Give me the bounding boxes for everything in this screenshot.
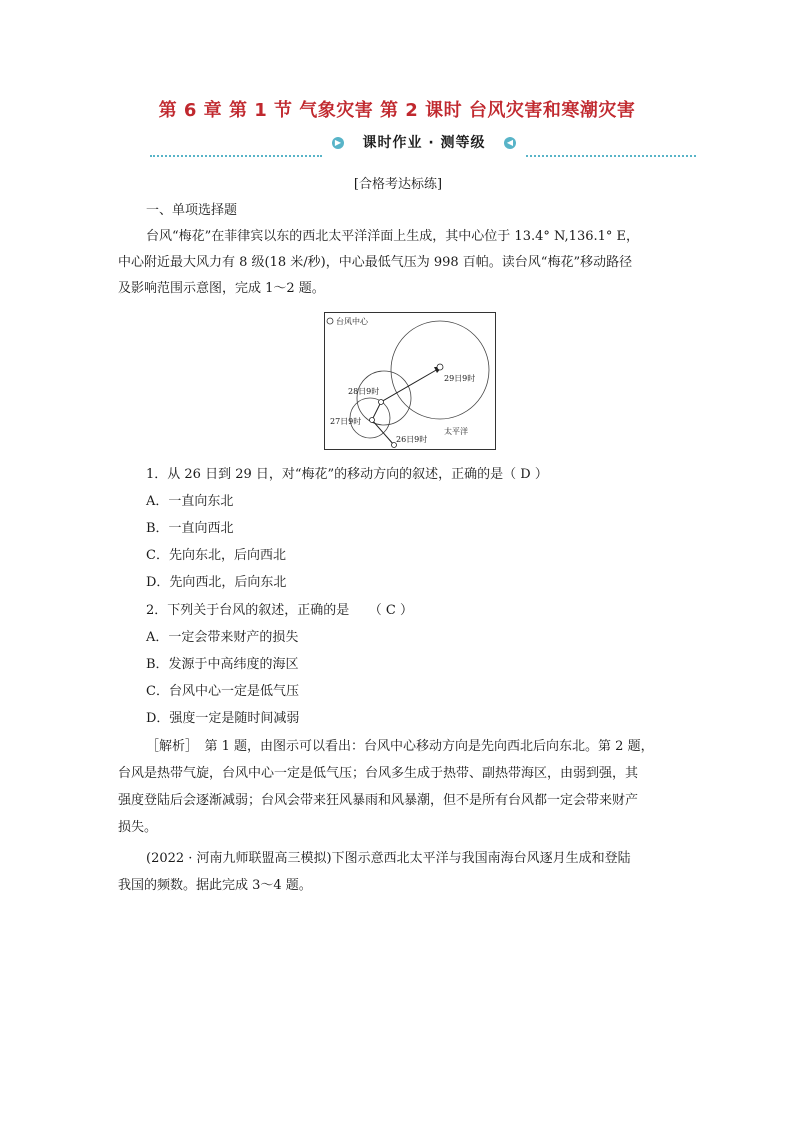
intro-line-2: 中心附近最大风力有 8 级(18 米/秒)，中心最低气压为 998 百帕。读台风“梅花”移动路径: [118, 255, 633, 270]
q2-option-b: B．发源于中高纬度的海区: [146, 657, 299, 672]
analysis-line-2: 台风是热带气旋，台风中心一定是低气压；台风多生成于热带、副热带海区，由弱到强，其: [118, 766, 639, 781]
center-29: [437, 364, 443, 370]
source-line-2: 我国的频数。据此完成 3～4 题。: [118, 878, 312, 893]
section-type: 一、单项选择题: [146, 203, 238, 218]
section-label: [合格考达标练]: [353, 177, 443, 192]
section-banner: [150, 132, 696, 160]
ocean-label: 太平洋: [444, 427, 468, 436]
intro-line-3: 及影响范围示意图，完成 1～2 题。: [118, 281, 325, 296]
source-line-1: (2022 · 河南九师联盟高三模拟)下图示意西北太平洋与我国南海台风逐月生成和登陆: [146, 851, 631, 866]
center-27: [370, 418, 375, 423]
analysis-line-4: 损失。: [118, 820, 158, 835]
legend-label: 台风中心: [336, 317, 368, 326]
analysis-line-1: ［解析］ 第 1 题，由图示可以看出：台风中心移动方向是先向西北后向东北。第 2 题，: [146, 739, 654, 754]
q2-option-c: C．台风中心一定是低气压: [146, 684, 299, 699]
q2-stem: 2．下列关于台风的叙述，正确的是 （ C ）: [146, 603, 413, 618]
label-26: 26日9时: [396, 435, 428, 444]
q1-option-d: D．先向西北，后向东北: [146, 575, 287, 590]
q1-option-c: C．先向东北，后向西北: [146, 548, 286, 563]
center-28: [379, 400, 384, 405]
q2-option-a: A．一定会带来财产的损失: [146, 630, 299, 645]
arrow-right-icon: ▶: [332, 137, 344, 149]
q1-option-a: A．一直向东北: [146, 494, 234, 509]
banner-label: 课时作业 · 测等级: [362, 135, 486, 151]
label-28: 28日9时: [348, 387, 380, 396]
intro-line-1: 台风“梅花”在菲律宾以东的西北太平洋洋面上生成，其中心位于 13.4° N,136.1° E，: [146, 229, 640, 244]
typhoon-track-map: [324, 312, 496, 450]
page-title: 第 6 章 第 1 节 气象灾害 第 2 课时 台风灾害和寒潮灾害: [158, 100, 636, 121]
analysis-line-3: 强度登陆后会逐渐减弱；台风会带来狂风暴雨和风暴潮，但不是所有台风都一定会带来财产: [118, 793, 639, 808]
label-29: 29日9时: [444, 374, 476, 383]
q1-option-b: B．一直向西北: [146, 521, 234, 536]
banner-divider-right: [526, 155, 696, 157]
q1-stem: 1．从 26 日到 29 日，对“梅花”的移动方向的叙述，正确的是（ D ）: [146, 467, 548, 482]
arrow-left-icon: ◀: [504, 137, 516, 149]
banner-divider-left: [150, 155, 322, 157]
q2-option-d: D．强度一定是随时间减弱: [146, 711, 300, 726]
label-27: 27日9时: [330, 417, 362, 426]
typhoon-track-figure: [324, 312, 496, 450]
